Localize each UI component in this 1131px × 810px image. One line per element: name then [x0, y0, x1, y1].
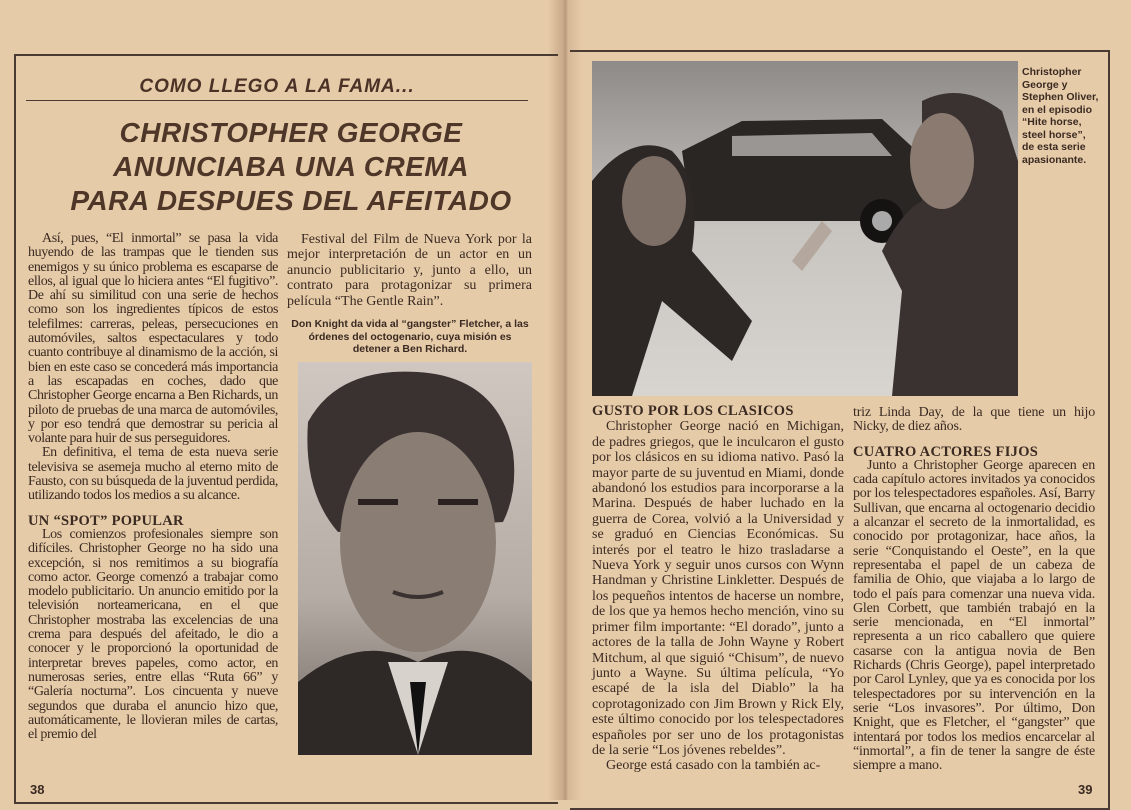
- subheading: GUSTO POR LOS CLASICOS: [592, 403, 794, 419]
- paragraph: Festival del Film de Nueva York por la mejor interpretación de un actor en un anuncio publicitario y, junto a ello, un contrato para protagonizar su primera película “The Gentle Rain”.: [287, 232, 532, 309]
- paragraph: Los comienzos profesionales siempre son difíciles. Christopher George no ha sido una excepción, si nos remitimos a su biografía como actor. George comenzó a trabajar como modelo publicitario. Un anuncio emitido por la televisión norteamericana, en el que Christopher mostraba las excelencias de una crema para después del afeitado, le dio a conocer y le proporcionó la oportunidad de interpretar breves papeles, como actor, en numerosas series, entre ellas “Ruta 66” y “Galería nocturna”. Los cincuenta y nueve segundos que duraba el anuncio hizo que, automáticamente, le llovieran miles de cartas, el premio del: [28, 526, 278, 743]
- right-column-2: [853, 406, 1095, 773]
- scene-photo: [592, 61, 1018, 396]
- page-number: 38: [30, 782, 45, 797]
- title-line: PARA DESPUES DEL AFEITADO: [70, 185, 512, 216]
- paragraph: Junto a Christopher George aparecen en cada capítulo actores invitados ya conocidos por los telespectadores españoles. Así, Barry Sullivan, que encarna al octogenario decidio a alcanzar el secreto de la inmortalidad, es conocido por protagonizar, hace años, la serie “Conquistando el Oeste”, en la que representaba el papel de un cabeza de familia de Ohio, que viajaba a lo largo de todo el país para comenzar una nueva vida. Glen Corbett, que también trabajó en la serie mencionada, en “El inmortal” representa a un rico caballero que quiere casarse con la antigua novia de Ben Richards (Chris George), papel interpretado por Carol Lynley, que ya es conocida por los telespectadores por su intervención en la serie “Los invasores”. Por último, Don Knight, que es Fletcher, el “gangster” que intentará por todos los medios encarcelar al “inmortal”, a fin de tener la sangre de éste siempre a mano.: [853, 457, 1095, 774]
- right-column-1: [592, 404, 844, 774]
- section-kicker: COMO LLEGO A LA FAMA...: [26, 76, 528, 101]
- subheading: CUATRO ACTORES FIJOS: [853, 443, 1039, 460]
- photo-caption: Christopher George y Stephen Oliver, en el episodio “Hite horse, steel horse”, de esta serie apasionante.: [1022, 66, 1099, 166]
- title-line: CHRISTOPHER GEORGE: [119, 117, 463, 148]
- page-number: 39: [1078, 782, 1093, 797]
- photo-caption: Don Knight da vida al “gangster” Fletcher, a las órdenes del octogenario, cuya misión es detener a Ben Richard.: [291, 318, 529, 355]
- left-column-1: [28, 232, 278, 742]
- portrait-image: [298, 362, 532, 755]
- left-column-2: [287, 232, 532, 309]
- title-line: ANUNCIABA UNA CREMA: [113, 151, 469, 182]
- paragraph: George está casado con la también ac-: [606, 758, 821, 774]
- portrait-photo: [298, 362, 532, 755]
- paragraph: triz Linda Day, de la que tiene un hijo Nicky, de diez años.: [853, 405, 1095, 435]
- paragraph: Así, pues, “El inmortal” se pasa la vida huyendo de las trampas que le tienden sus enemigos y su único problema es escaparse de ellos, al igual que lo hiciera antes “El fugitivo”. De ahí su similitud con una serie de hechos como son los ingredientes típicos de estos telefilmes: carreras, peleas, persecuciones en automóviles, saltos espectaculares y todo cuanto contribuye al dinamismo de la acción, si bien en este caso se concederá más importancia a las escapadas en coches, dado que Christopher George encarna a Ben Richards, un piloto de pruebas de una marca de automóviles, y por eso tendrá que demostrar su pericia al volante para huir de sus perseguidores.: [28, 231, 278, 447]
- paragraph: Christopher George nació en Michigan, de padres griegos, que le inculcaron el gusto por los clásicos en su idioma nativo. Pasó la mayor parte de su juventud en Miami, donde abandonó los estudios para incorporarse a la Marina. Después de haber luchado en la guerra de Corea, volvió a la Universidad y se graduó en Ciencias Económicas. Su interés por el teatro le hizo trasladarse a Nueva York y seguir unos cursos con Wynn Handman y Christine Linkletter. Después de los pequeños intentos de hacerse un nombre, de los que ya hemos hecho mención, vino su primer film importante: “El dorado”, junto a actores de la talla de John Wayne y Robert Mitchum, al que siguió “Chisum”, de nuevo junto a Wayne. Su última película, “Yo escapé de la isla del Diablo” la ha coprotagonizado con Jim Brown y Rick Ely, este último conocido por los telespectadores españoles por ser uno de los protagonistas de la serie “Los jóvenes rebeldes”.: [592, 419, 844, 758]
- article-title: [26, 116, 556, 218]
- scene-image: [592, 61, 1018, 396]
- paragraph: En definitiva, el tema de esta nueva serie televisiva se asemeja mucho al eterno mito de Fausto, con su búsqueda de la juventud perdida, utilizando todos los medios a su alcance.: [28, 445, 278, 504]
- subheading: UN “SPOT” POPULAR: [28, 512, 184, 529]
